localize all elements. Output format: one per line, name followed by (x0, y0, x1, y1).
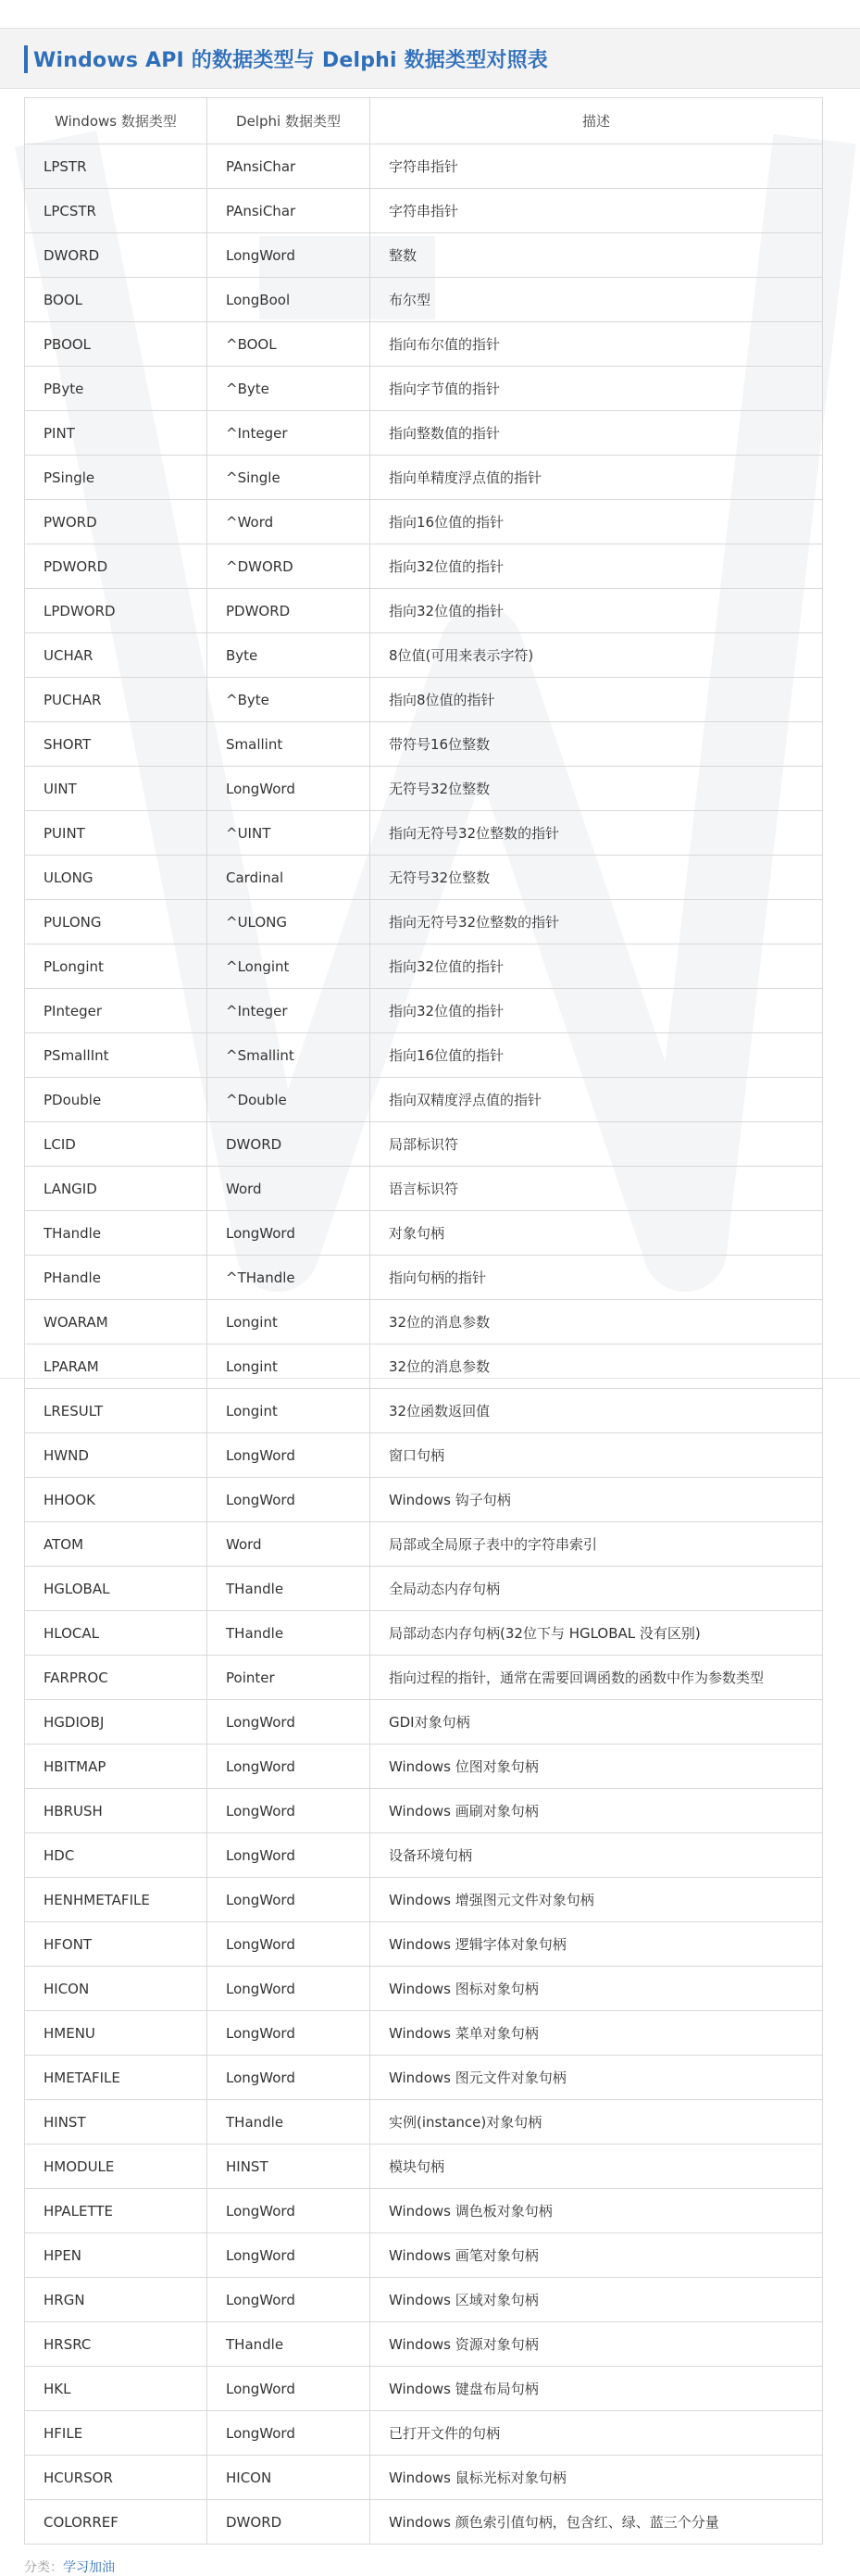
cell-windows-type: LCID (25, 1122, 207, 1167)
cell-delphi-type: LongWord (207, 1789, 370, 1833)
table-row (25, 1433, 823, 1478)
category-link[interactable]: 学习加油 (63, 2560, 115, 2575)
cell-windows-type: SHORT (25, 722, 207, 767)
cell-description: 无符号32位整数 (370, 856, 823, 900)
cell-windows-type: HKL (25, 2367, 207, 2411)
cell-description: 指向8位值的指针 (370, 678, 823, 722)
table-row (25, 2145, 823, 2189)
cell-delphi-type: LongWord (207, 1967, 370, 2011)
cell-description: Windows 调色板对象句柄 (370, 2189, 823, 2233)
cell-delphi-type: ^Smallint (207, 1033, 370, 1078)
cell-delphi-type: ^Word (207, 500, 370, 544)
cell-windows-type: UCHAR (25, 633, 207, 678)
cell-windows-type: THandle (25, 1211, 207, 1256)
cell-description: Windows 菜单对象句柄 (370, 2011, 823, 2056)
table-row (25, 1833, 823, 1878)
table-row (25, 2322, 823, 2367)
table-body (25, 144, 823, 2545)
cell-windows-type: ATOM (25, 1522, 207, 1567)
cell-windows-type: HRSRC (25, 2322, 207, 2367)
cell-windows-type: HMENU (25, 2011, 207, 2056)
cell-delphi-type: LongWord (207, 2189, 370, 2233)
cell-delphi-type: ^Byte (207, 367, 370, 411)
cell-description: Windows 颜色索引值句柄，包含红、绿、蓝三个分量 (370, 2500, 823, 2545)
table-row (25, 411, 823, 456)
cell-description: 局部标识符 (370, 1122, 823, 1167)
cell-windows-type: PULONG (25, 900, 207, 944)
cell-description: 8位值(可用来表示字符) (370, 633, 823, 678)
table-row (25, 367, 823, 411)
cell-description: 实例(instance)对象句柄 (370, 2100, 823, 2145)
cell-windows-type: PUINT (25, 811, 207, 856)
cell-description: Windows 画笔对象句柄 (370, 2233, 823, 2278)
table-row (25, 1211, 823, 1256)
cell-delphi-type: THandle (207, 2322, 370, 2367)
cell-delphi-type: ^Double (207, 1078, 370, 1122)
table-row (25, 2456, 823, 2500)
cell-description: Windows 钩子句柄 (370, 1478, 823, 1522)
table-row (25, 2278, 823, 2322)
table-row (25, 589, 823, 633)
cell-description: Windows 画刷对象句柄 (370, 1789, 823, 1833)
cell-delphi-type: LongWord (207, 1744, 370, 1789)
cell-windows-type: ULONG (25, 856, 207, 900)
table-row (25, 1656, 823, 1700)
cell-delphi-type: HICON (207, 2456, 370, 2500)
table-row (25, 2367, 823, 2411)
cell-delphi-type: Word (207, 1522, 370, 1567)
table-row (25, 189, 823, 233)
cell-description: Windows 增强图元文件对象句柄 (370, 1878, 823, 1922)
table-row (25, 1922, 823, 1967)
top-spacer (0, 0, 860, 28)
table-row (25, 1167, 823, 1211)
table-row (25, 1078, 823, 1122)
cell-delphi-type: LongWord (207, 2411, 370, 2456)
cell-description: Windows 图标对象句柄 (370, 1967, 823, 2011)
cell-delphi-type: ^DWORD (207, 544, 370, 589)
table-row (25, 2056, 823, 2100)
cell-delphi-type: Byte (207, 633, 370, 678)
table-row (25, 633, 823, 678)
cell-windows-type: HLOCAL (25, 1611, 207, 1656)
cell-delphi-type: LongBool (207, 278, 370, 322)
cell-description: 语言标识符 (370, 1167, 823, 1211)
cell-windows-type: HCURSOR (25, 2456, 207, 2500)
type-mapping-table (24, 97, 823, 2545)
cell-description: 模块句柄 (370, 2145, 823, 2189)
title-accent-bar (24, 45, 28, 73)
cell-description: 带符号16位整数 (370, 722, 823, 767)
cell-description: 指向16位值的指针 (370, 500, 823, 544)
cell-delphi-type: Longint (207, 1389, 370, 1433)
cell-windows-type: PWORD (25, 500, 207, 544)
cell-windows-type: HFILE (25, 2411, 207, 2456)
cell-delphi-type: LongWord (207, 2278, 370, 2322)
header-delphi-type: Delphi 数据类型 (207, 98, 370, 144)
table-row (25, 1878, 823, 1922)
table-row (25, 1567, 823, 1611)
cell-description: 指向无符号32位整数的指针 (370, 900, 823, 944)
table-row (25, 1967, 823, 2011)
cell-windows-type: LPDWORD (25, 589, 207, 633)
cell-delphi-type: PAnsiChar (207, 144, 370, 189)
cell-delphi-type: Cardinal (207, 856, 370, 900)
cell-description: 指向16位值的指针 (370, 1033, 823, 1078)
cell-windows-type: PInteger (25, 989, 207, 1033)
cell-description: 指向32位值的指针 (370, 544, 823, 589)
cell-windows-type: PLongint (25, 944, 207, 989)
cell-delphi-type: LongWord (207, 233, 370, 278)
cell-delphi-type: LongWord (207, 1922, 370, 1967)
table-row (25, 811, 823, 856)
cell-delphi-type: LongWord (207, 1878, 370, 1922)
table-row (25, 322, 823, 367)
table-row (25, 1344, 823, 1389)
cell-description: 指向32位值的指针 (370, 989, 823, 1033)
cell-delphi-type: PDWORD (207, 589, 370, 633)
table-header-row (25, 98, 823, 144)
table-row (25, 233, 823, 278)
table-row (25, 1389, 823, 1433)
cell-windows-type: HBITMAP (25, 1744, 207, 1789)
table-row (25, 1611, 823, 1656)
cell-description: 32位的消息参数 (370, 1344, 823, 1389)
category-label: 分类： (24, 2560, 63, 2575)
table-row (25, 1478, 823, 1522)
cell-delphi-type: DWORD (207, 2500, 370, 2545)
cell-delphi-type: HINST (207, 2145, 370, 2189)
cell-windows-type: HENHMETAFILE (25, 1878, 207, 1922)
cell-description: Windows 位图对象句柄 (370, 1744, 823, 1789)
cell-windows-type: HPEN (25, 2233, 207, 2278)
cell-delphi-type: ^Integer (207, 989, 370, 1033)
cell-delphi-type: ^Longint (207, 944, 370, 989)
cell-delphi-type: LongWord (207, 1700, 370, 1744)
cell-windows-type: DWORD (25, 233, 207, 278)
cell-description: 局部或全局原子表中的字符串索引 (370, 1522, 823, 1567)
cell-delphi-type: Pointer (207, 1656, 370, 1700)
cell-description: 指向句柄的指针 (370, 1256, 823, 1300)
table-row (25, 2189, 823, 2233)
title-bar (0, 28, 860, 89)
cell-delphi-type: PAnsiChar (207, 189, 370, 233)
cell-description: Windows 鼠标光标对象句柄 (370, 2456, 823, 2500)
cell-windows-type: PSingle (25, 456, 207, 500)
cell-description: 指向32位值的指针 (370, 944, 823, 989)
table-row (25, 2500, 823, 2545)
cell-windows-type: HINST (25, 2100, 207, 2145)
cell-windows-type: LANGID (25, 1167, 207, 1211)
table-row (25, 1700, 823, 1744)
cell-delphi-type: LongWord (207, 2056, 370, 2100)
cell-description: 字符串指针 (370, 189, 823, 233)
table-row (25, 1256, 823, 1300)
cell-windows-type: PUCHAR (25, 678, 207, 722)
cell-description: 窗口句柄 (370, 1433, 823, 1478)
cell-description: 已打开文件的句柄 (370, 2411, 823, 2456)
cell-windows-type: HWND (25, 1433, 207, 1478)
table-row (25, 456, 823, 500)
table-row (25, 1033, 823, 1078)
table-row (25, 2100, 823, 2145)
table-row (25, 500, 823, 544)
cell-description: 指向单精度浮点值的指针 (370, 456, 823, 500)
cell-description: Windows 资源对象句柄 (370, 2322, 823, 2367)
cell-description: 整数 (370, 233, 823, 278)
table-row (25, 856, 823, 900)
cell-delphi-type: LongWord (207, 2233, 370, 2278)
cell-delphi-type: ^Integer (207, 411, 370, 456)
table-row (25, 544, 823, 589)
cell-delphi-type: ^THandle (207, 1256, 370, 1300)
cell-delphi-type: Longint (207, 1300, 370, 1344)
cell-description: 指向布尔值的指针 (370, 322, 823, 367)
cell-delphi-type: THandle (207, 2100, 370, 2145)
cell-description: 设备环境句柄 (370, 1833, 823, 1878)
table-row (25, 989, 823, 1033)
cell-windows-type: HHOOK (25, 1478, 207, 1522)
cell-description: 全局动态内存句柄 (370, 1567, 823, 1611)
cell-description: Windows 键盘布局句柄 (370, 2367, 823, 2411)
cell-description: 指向过程的指针，通常在需要回调函数的函数中作为参数类型 (370, 1656, 823, 1700)
cell-windows-type: HICON (25, 1967, 207, 2011)
header-description: 描述 (370, 98, 823, 144)
cell-windows-type: HDC (25, 1833, 207, 1878)
cell-windows-type: FARPROC (25, 1656, 207, 1700)
cell-description: 32位的消息参数 (370, 1300, 823, 1344)
cell-windows-type: PBOOL (25, 322, 207, 367)
cell-windows-type: PHandle (25, 1256, 207, 1300)
cell-description: 字符串指针 (370, 144, 823, 189)
cell-description: 指向32位值的指针 (370, 589, 823, 633)
table-row (25, 944, 823, 989)
table-row (25, 2411, 823, 2456)
cell-description: 局部动态内存句柄(32位下与 HGLOBAL 没有区别) (370, 1611, 823, 1656)
cell-windows-type: WOARAM (25, 1300, 207, 1344)
cell-delphi-type: LongWord (207, 1833, 370, 1878)
cell-windows-type: HGDIOBJ (25, 1700, 207, 1744)
header-windows-type: Windows 数据类型 (25, 98, 207, 144)
cell-windows-type: PDouble (25, 1078, 207, 1122)
table-row (25, 2011, 823, 2056)
cell-description: Windows 逻辑字体对象句柄 (370, 1922, 823, 1967)
cell-delphi-type: LongWord (207, 1211, 370, 1256)
cell-description: GDI对象句柄 (370, 1700, 823, 1744)
cell-windows-type: HRGN (25, 2278, 207, 2322)
cell-description: Windows 图元文件对象句柄 (370, 2056, 823, 2100)
cell-delphi-type: LongWord (207, 1433, 370, 1478)
cell-delphi-type: Longint (207, 1344, 370, 1389)
cell-description: 指向字节值的指针 (370, 367, 823, 411)
cell-delphi-type: Word (207, 1167, 370, 1211)
cell-windows-type: PSmallInt (25, 1033, 207, 1078)
cell-windows-type: BOOL (25, 278, 207, 322)
cell-delphi-type: ^Single (207, 456, 370, 500)
cell-description: Windows 区域对象句柄 (370, 2278, 823, 2322)
cell-windows-type: HMETAFILE (25, 2056, 207, 2100)
cell-windows-type: HGLOBAL (25, 1567, 207, 1611)
cell-delphi-type: THandle (207, 1567, 370, 1611)
cell-delphi-type: LongWord (207, 767, 370, 811)
table-row (25, 1744, 823, 1789)
table-row (25, 278, 823, 322)
cell-windows-type: HPALETTE (25, 2189, 207, 2233)
cell-delphi-type: THandle (207, 1611, 370, 1656)
cell-windows-type: PINT (25, 411, 207, 456)
cell-delphi-type: LongWord (207, 2011, 370, 2056)
cell-windows-type: LPSTR (25, 144, 207, 189)
table-row (25, 722, 823, 767)
cell-delphi-type: ^UINT (207, 811, 370, 856)
cell-windows-type: LPCSTR (25, 189, 207, 233)
cell-windows-type: HMODULE (25, 2145, 207, 2189)
cell-description: 32位函数返回值 (370, 1389, 823, 1433)
cell-description: 指向双精度浮点值的指针 (370, 1078, 823, 1122)
cell-description: 指向整数值的指针 (370, 411, 823, 456)
table-row (25, 144, 823, 189)
table-row (25, 1300, 823, 1344)
footer-category (24, 2557, 115, 2576)
cell-description: 无符号32位整数 (370, 767, 823, 811)
cell-windows-type: UINT (25, 767, 207, 811)
cell-windows-type: HBRUSH (25, 1789, 207, 1833)
table-row (25, 678, 823, 722)
table-row (25, 767, 823, 811)
cell-description: 指向无符号32位整数的指针 (370, 811, 823, 856)
cell-delphi-type: DWORD (207, 1122, 370, 1167)
cell-delphi-type: ^BOOL (207, 322, 370, 367)
cell-windows-type: HFONT (25, 1922, 207, 1967)
cell-windows-type: PByte (25, 367, 207, 411)
table-row (25, 900, 823, 944)
cell-description: 布尔型 (370, 278, 823, 322)
cell-windows-type: LRESULT (25, 1389, 207, 1433)
cell-delphi-type: LongWord (207, 1478, 370, 1522)
table-row (25, 1122, 823, 1167)
cell-delphi-type: ^ULONG (207, 900, 370, 944)
cell-delphi-type: ^Byte (207, 678, 370, 722)
table-row (25, 1522, 823, 1567)
table-row (25, 2233, 823, 2278)
cell-delphi-type: Smallint (207, 722, 370, 767)
cell-windows-type: LPARAM (25, 1344, 207, 1389)
table-container (24, 97, 822, 2545)
page-title: Windows API 的数据类型与 Delphi 数据类型对照表 (33, 48, 548, 72)
cell-windows-type: COLORREF (25, 2500, 207, 2545)
table-row (25, 1789, 823, 1833)
cell-description: 对象句柄 (370, 1211, 823, 1256)
cell-windows-type: PDWORD (25, 544, 207, 589)
cell-delphi-type: LongWord (207, 2367, 370, 2411)
